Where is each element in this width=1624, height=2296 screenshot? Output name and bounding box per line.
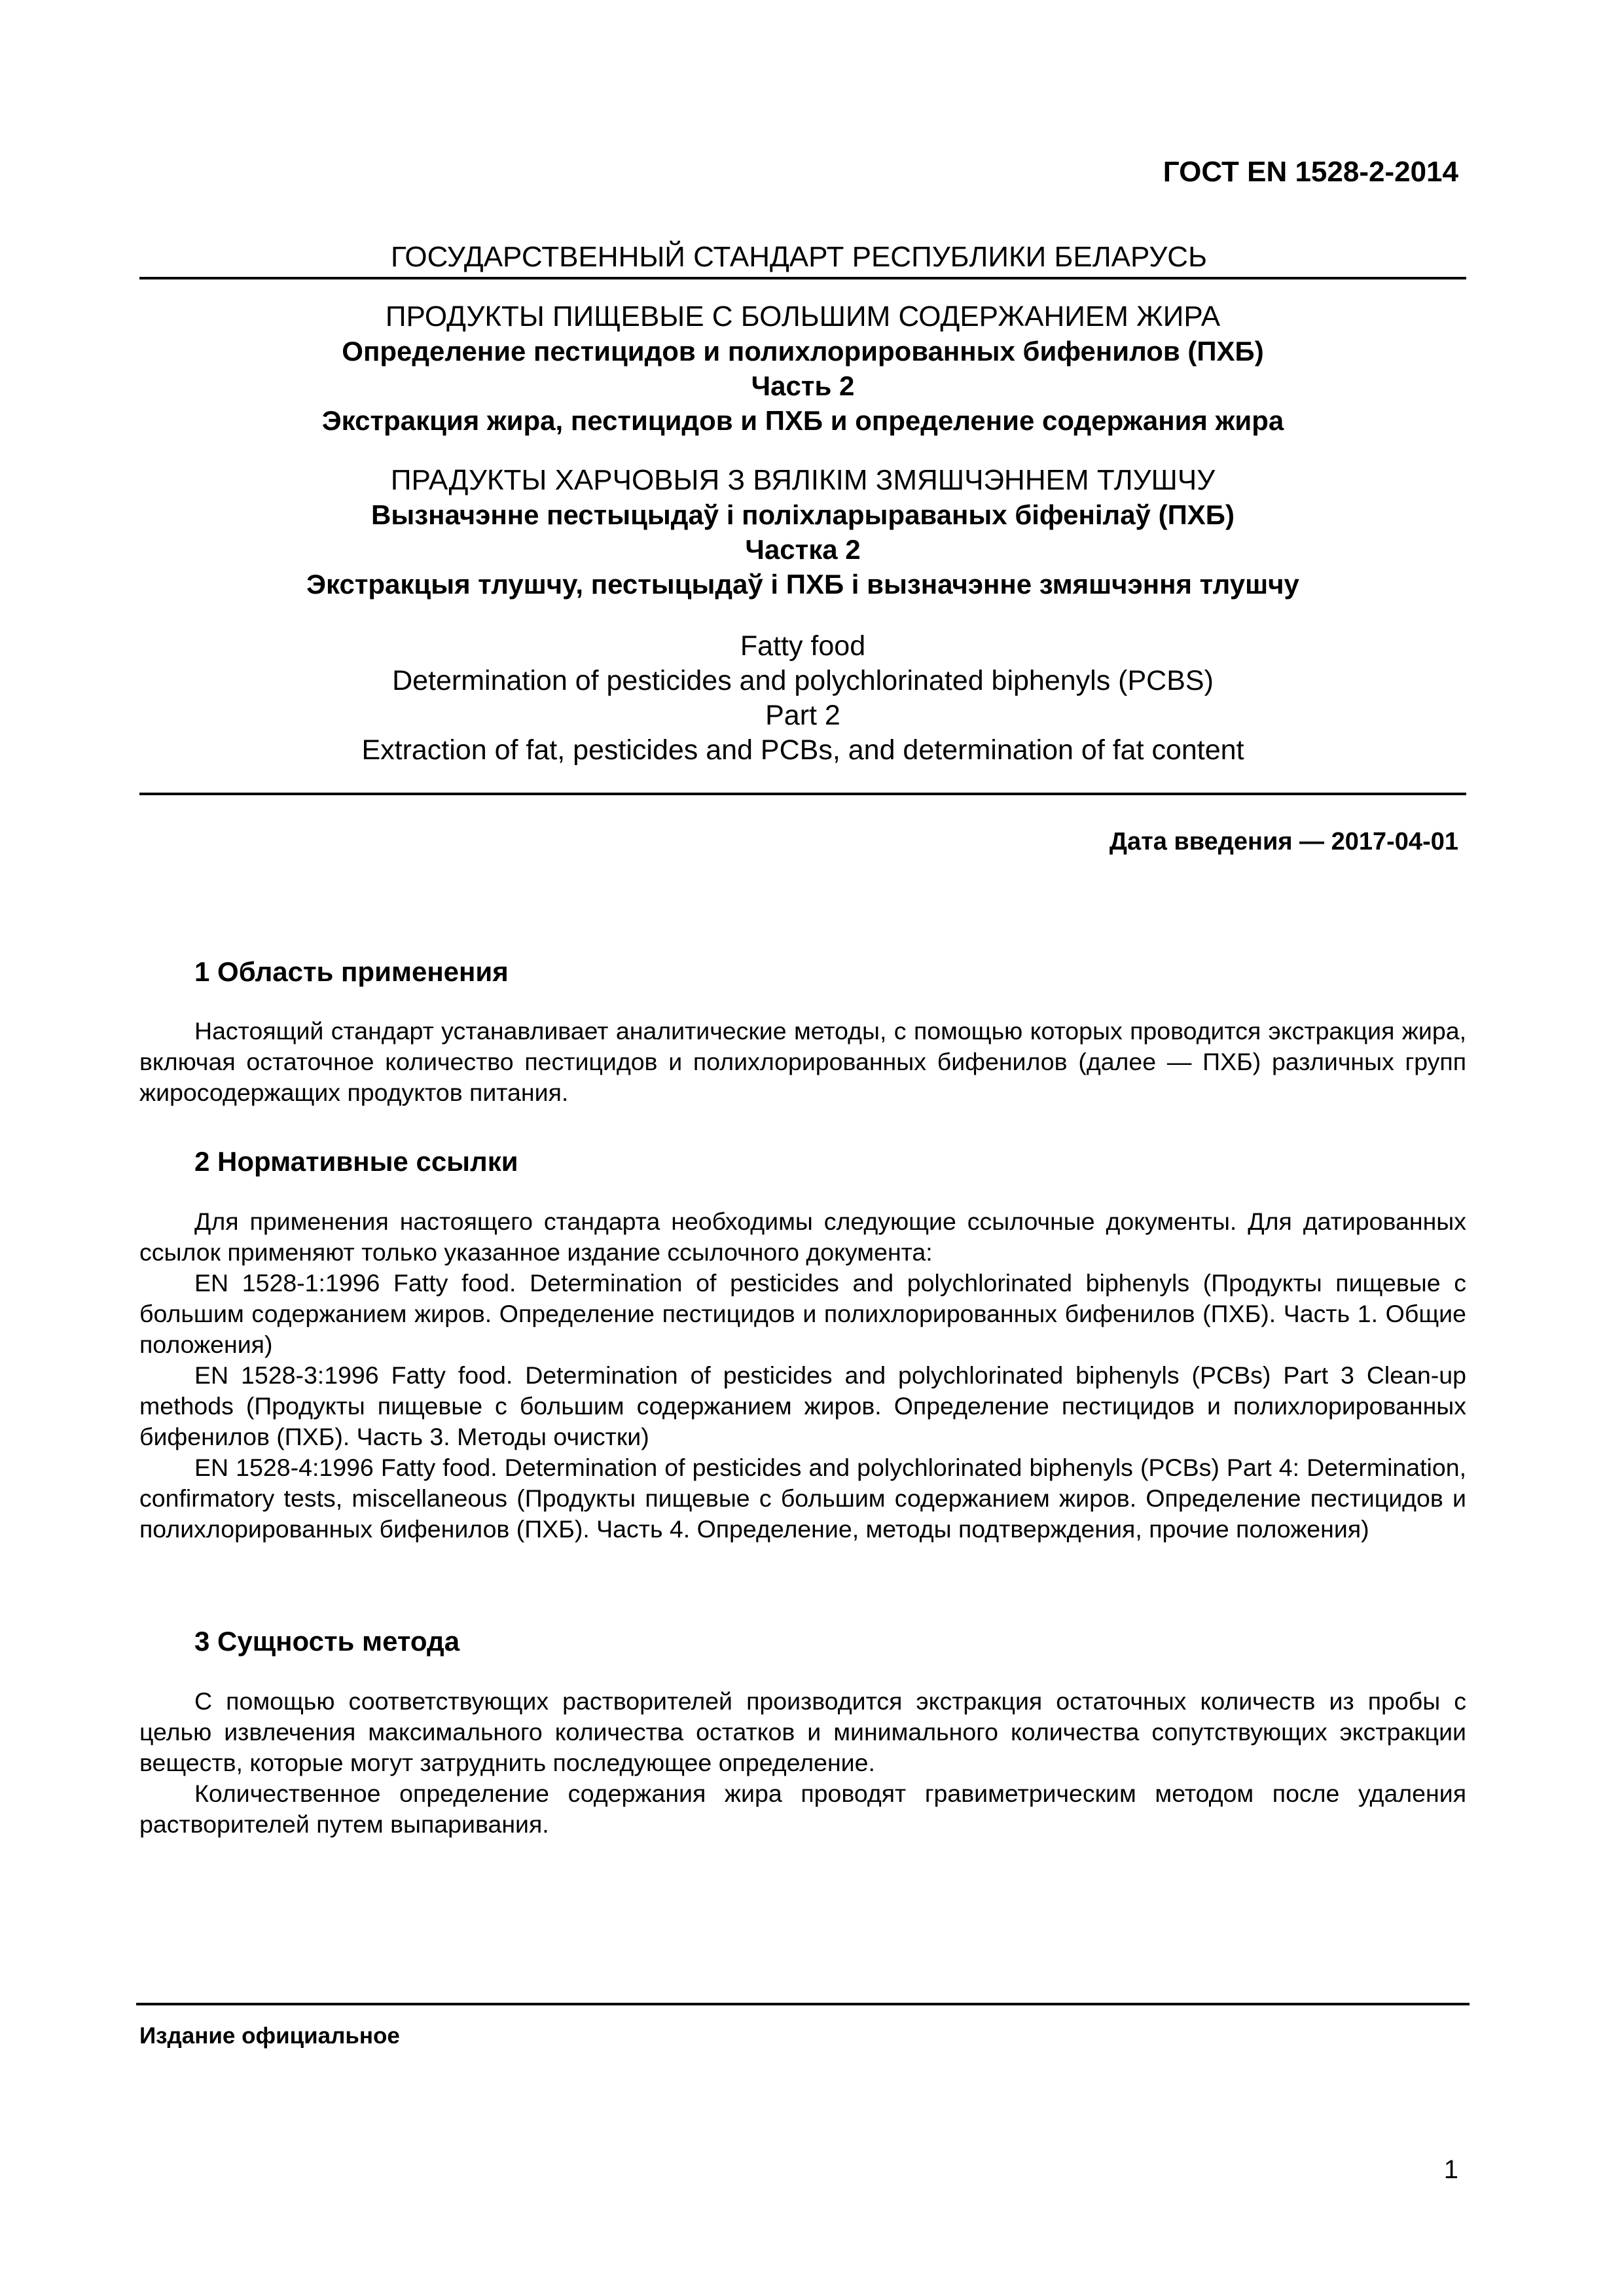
section-3-heading: 3 Сущность метода bbox=[194, 1626, 460, 1657]
section-2-reference-4: EN 1528-4:1996 Fatty food. Determination of pesticides and polychlorinated biphenyls (PCBs) Part 4: Determination, confirmatory tests, miscellaneous (Продукты пищевые с большим содержанием жиров. Определение пестицидов и полихлорированных бифенилов (ПХБ). Часть 4. Определение, методы подтверждения, прочие положения) bbox=[139, 1454, 1466, 1543]
title-russian bbox=[139, 299, 1466, 438]
section-2-body bbox=[139, 1206, 1466, 1545]
section-3-paragraph-2: Количественное определение содержания жира проводят гравиметрическим методом после удаления растворителей путем выпаривания. bbox=[139, 1780, 1466, 1838]
title-by-line-4: Экстракцыя тлушчу, пестыцыдаў і ПХБ і вызначэнне змяшчэння тлушчу bbox=[306, 569, 1299, 600]
section-3-body bbox=[139, 1686, 1466, 1840]
title-ru-line-3: Часть 2 bbox=[751, 370, 855, 401]
section-1-body bbox=[139, 1016, 1466, 1108]
footer-divider bbox=[136, 2003, 1470, 2005]
section-2-reference-1: EN 1528-1:1996 Fatty food. Determination of pesticides and polychlorinated biphenyls (Продукты пищевые с большим содержанием жиров. Определение пестицидов и полихлорированных бифенилов (ПХБ). Часть 1. Общие положения) bbox=[139, 1269, 1466, 1358]
official-edition-label: Издание официальное bbox=[139, 2023, 400, 2049]
state-standard-heading: ГОСУДАРСТВЕННЫЙ СТАНДАРТ РЕСПУБЛИКИ БЕЛАРУСЬ bbox=[391, 241, 1207, 273]
section-1-heading: 1 Область применения bbox=[194, 956, 509, 987]
title-by-line-3: Частка 2 bbox=[745, 534, 861, 565]
section-1-paragraph: Настоящий стандарт устанавливает аналитические методы, с помощью которых проводится экстракция жира, включая остаточное количество пестицидов и полихлорированных бифенилов (далее — ПХБ) различных групп жиросодержащих продуктов питания. bbox=[139, 1017, 1466, 1106]
section-2-heading: 2 Нормативные ссылки bbox=[194, 1146, 518, 1177]
title-ru-line-1: ПРОДУКТЫ ПИЩЕВЫЕ С БОЛЬШИМ СОДЕРЖАНИЕМ ЖИРА bbox=[385, 300, 1221, 332]
title-en-line-4: Extraction of fat, pesticides and PCBs, and determination of fat content bbox=[361, 734, 1244, 766]
title-ru-line-4: Экстракция жира, пестицидов и ПХБ и определение содержания жира bbox=[321, 405, 1284, 436]
title-ru-line-2: Определение пестицидов и полихлорированных бифенилов (ПХБ) bbox=[342, 336, 1264, 367]
top-divider bbox=[139, 277, 1466, 279]
title-belarusian bbox=[139, 463, 1466, 601]
title-by-line-2: Вызначэнне пестыцыдаў і поліхларыраваных біфенілаў (ПХБ) bbox=[371, 499, 1235, 530]
section-2-paragraph-1: Для применения настоящего стандарта необходимы следующие ссылочные документы. Для датированных ссылок применяют только указанное издание ссылочного документа: bbox=[139, 1208, 1466, 1266]
title-by-line-1: ПРАДУКТЫ ХАРЧОВЫЯ З ВЯЛІКІМ ЗМЯШЧЭННЕМ ТЛУШЧУ bbox=[390, 464, 1216, 496]
title-divider bbox=[139, 793, 1466, 795]
section-2-reference-3: EN 1528-3:1996 Fatty food. Determination of pesticides and polychlorinated biphenyls (PCBs) Part 3 Clean-up methods (Продукты пищевые с большим содержанием жиров. Определение пестицидов и полихлорированных бифенилов (ПХБ). Часть 3. Методы очистки) bbox=[139, 1361, 1466, 1450]
title-en-line-2: Determination of pesticides and polychlorinated biphenyls (PCBS) bbox=[392, 665, 1214, 696]
title-en-line-3: Part 2 bbox=[765, 700, 840, 731]
title-english bbox=[139, 629, 1466, 768]
section-3-paragraph-1: С помощью соответствующих растворителей производится экстракция остаточных количеств из пробы с целью извлечения максимального количества остатков и минимального количества сопутствующих экстракции веществ, которые могут затруднить последующее определение. bbox=[139, 1687, 1466, 1776]
document-number: ГОСТ EN 1528-2-2014 bbox=[1163, 156, 1458, 188]
page-number: 1 bbox=[1443, 2155, 1458, 2184]
introduction-date: Дата введения — 2017-04-01 bbox=[1109, 828, 1458, 855]
title-en-line-1: Fatty food bbox=[740, 630, 866, 662]
